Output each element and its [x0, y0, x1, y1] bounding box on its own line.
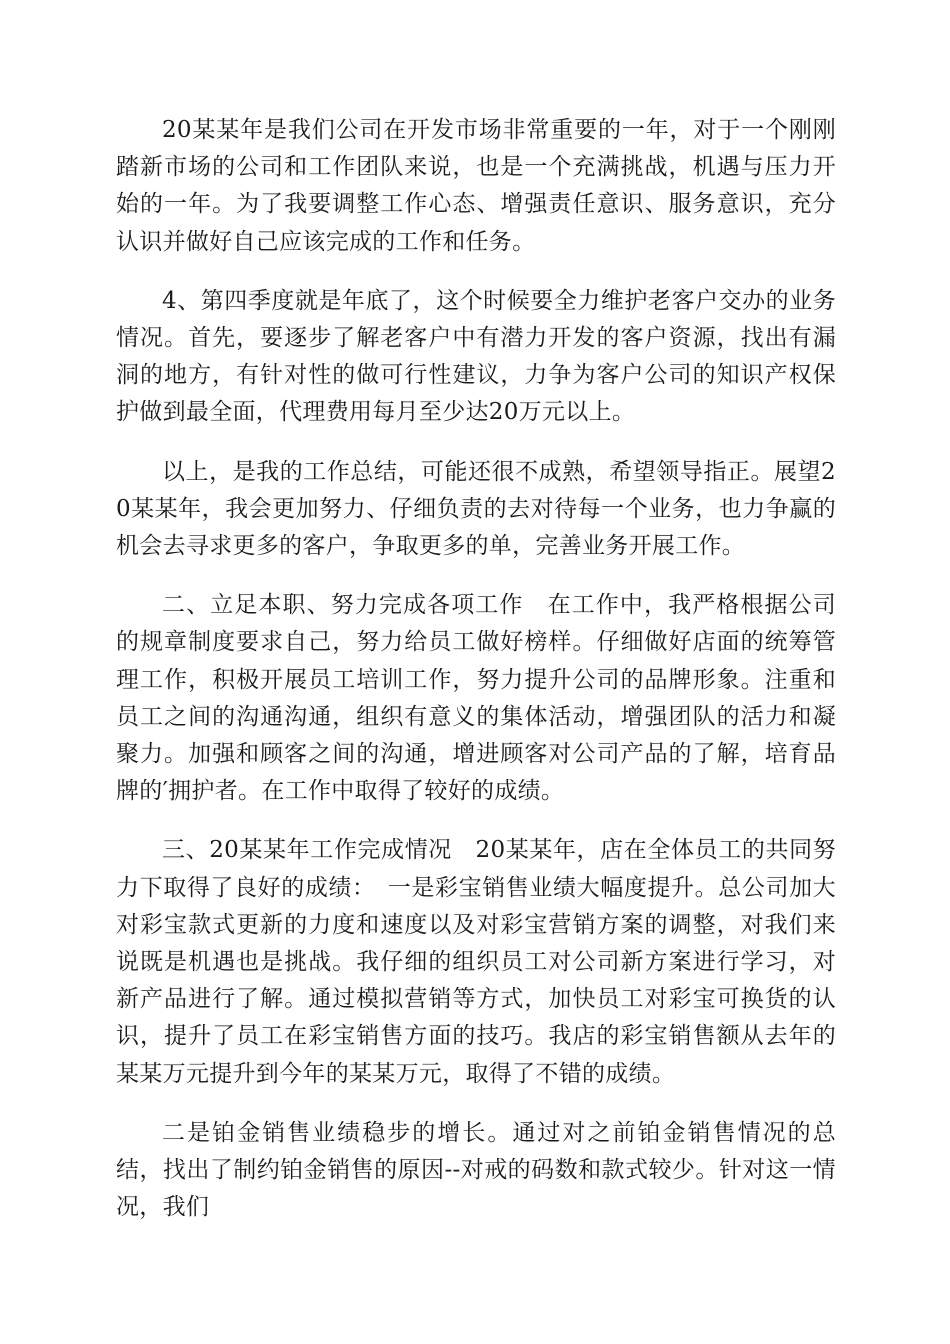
- paragraph-4: 二、立足本职、努力完成各项工作 在工作中，我严格根据公司的规章制度要求自己，努力给员工做好榜样。仔细做好店面的统筹管理工作，积极开展员工培训工作，努力提升公司的品牌形象。注重和员工之间的沟通沟通，组织有意义的集体活动，增强团队的活力和凝聚力。加强和顾客之间的沟通，增进顾客对公司产品的了解，培育品牌的′拥护者。在工作中取得了较好的成绩。: [116, 592, 836, 805]
- paragraph-5: 三、20某某年工作完成情况 20某某年，店在全体员工的共同努力下取得了良好的成绩： 一是彩宝销售业绩大幅度提升。总公司加大对彩宝款式更新的力度和速度以及对彩宝营销方案的调整，对我们来说既是机遇也是挑战。我仔细的组织员工对公司新方案进行学习，对新产品进行了解。通过模拟营销等方式，加快员工对彩宝可换货的认识，提升了员工在彩宝销售方面的技巧。我店的彩宝销售额从去年的某某万元提升到今年的某某万元，取得了不错的成绩。: [116, 837, 836, 1087]
- paragraph-1: 20某某年是我们公司在开发市场非常重要的一年，对于一个刚刚踏新市场的公司和工作团队来说，也是一个充满挑战，机遇与压力开始的一年。为了我要调整工作心态、增强责任意识、服务意识，充分认识并做好自己应该完成的工作和任务。: [116, 117, 836, 255]
- paragraph-3: 以上，是我的工作总结，可能还很不成熟，希望领导指正。展望20某某年，我会更加努力、仔细负责的去对待每一个业务，也力争赢的机会去寻求更多的客户，争取更多的单，完善业务开展工作。: [116, 458, 836, 560]
- paragraph-6: 二是铂金销售业绩稳步的增长。通过对之前铂金销售情况的总结，找出了制约铂金销售的原因--对戒的码数和款式较少。针对这一情况，我们: [116, 1119, 836, 1221]
- document-body: [116, 112, 836, 1248]
- paragraph-2: 4、第四季度就是年底了，这个时候要全力维护老客户交办的业务情况。首先，要逐步了解老客户中有潜力开发的客户资源，找出有漏洞的地方，有针对性的做可行性建议，力争为客户公司的知识产权保护做到最全面，代理费用每月至少达20万元以上。: [116, 287, 836, 426]
